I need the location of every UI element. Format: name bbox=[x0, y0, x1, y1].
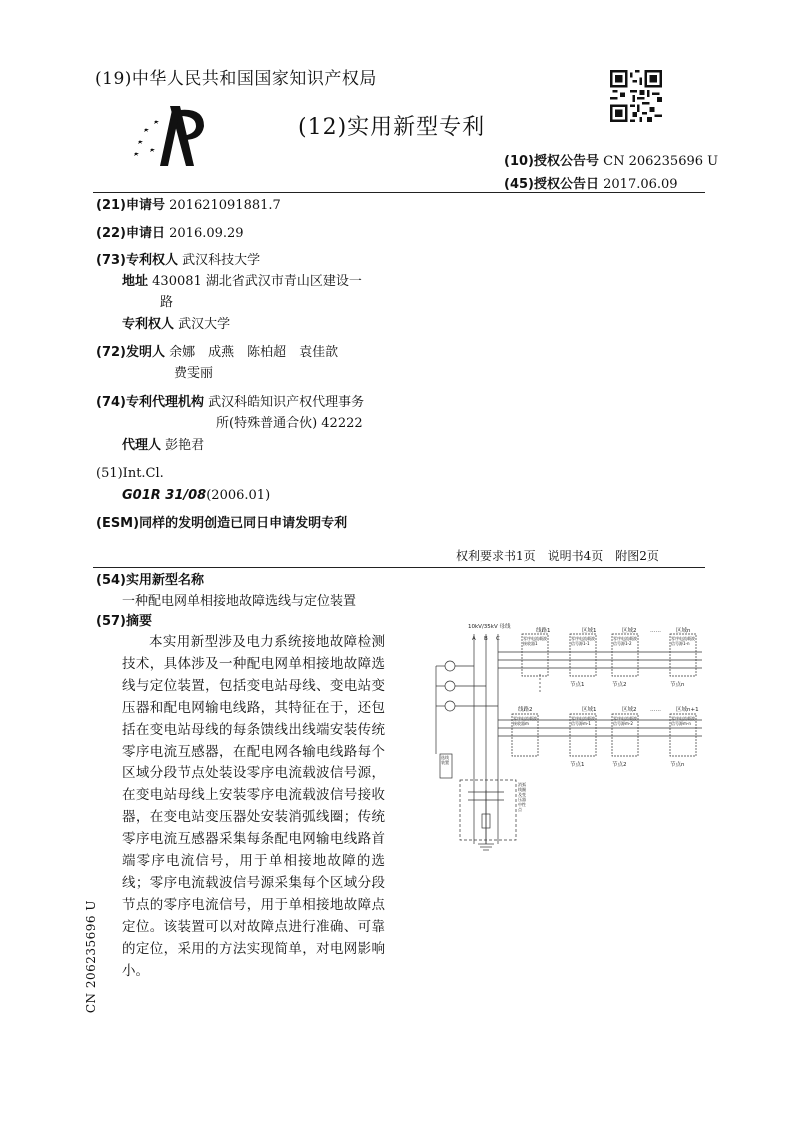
source-m-n: 零序电流载波信号源m-n bbox=[671, 716, 695, 726]
application-date-value: 2016.09.29 bbox=[169, 226, 244, 241]
address-row bbox=[122, 272, 362, 292]
zone-2-top-label: 区域2 bbox=[622, 628, 637, 634]
auth-date-value: 2017.06.09 bbox=[603, 177, 678, 192]
intcl-label: (51)Int.Cl. bbox=[96, 466, 164, 481]
source-m-1: 零序电流载波信号源m-1 bbox=[571, 716, 595, 726]
node-n-bot: 节点n bbox=[670, 762, 685, 768]
intcl-code: G01R 31/08 bbox=[122, 488, 207, 503]
header-divider bbox=[93, 192, 705, 193]
phase-b-label: B bbox=[484, 636, 488, 642]
zone-n-top-label: 区域n bbox=[676, 628, 691, 634]
coil-label: 消弧线圈及变压器中性点 bbox=[518, 782, 526, 812]
agency-row bbox=[96, 393, 364, 413]
patentee-2-label: 专利权人 bbox=[122, 317, 175, 332]
application-number-row bbox=[96, 196, 281, 216]
line-1-label: 线路1 bbox=[536, 628, 551, 634]
zone-n1-bot-label: 区域n+1 bbox=[676, 707, 699, 713]
address-line-2: 路 bbox=[160, 295, 174, 310]
inventor-label: (72)发明人 bbox=[96, 345, 165, 360]
abstract-divider bbox=[93, 567, 705, 568]
source-1-2: 零序电流载波信号源1-2 bbox=[613, 636, 637, 646]
ground-device-label: 选线装置 bbox=[441, 755, 449, 765]
node-2-bot: 节点2 bbox=[612, 762, 627, 768]
source-1-n: 零序电流载波信号源1-n bbox=[671, 636, 695, 646]
auth-date-row bbox=[504, 173, 678, 192]
office-name: (19)中华人民共和国国家知识产权局 bbox=[95, 69, 377, 89]
application-date-label: (22)申请日 bbox=[96, 226, 165, 241]
node-1-bot: 节点1 bbox=[570, 762, 585, 768]
intcl-date: (2006.01) bbox=[206, 488, 271, 503]
application-date-row bbox=[96, 224, 244, 244]
agency-label: (74)专利代理机构 bbox=[96, 395, 204, 410]
pages-info: 权利要求书1页 说明书4页 附图2页 bbox=[456, 549, 659, 563]
agency-line-2: 所(特殊普通合伙) 42222 bbox=[216, 416, 363, 431]
node-1-top: 节点1 bbox=[570, 682, 585, 688]
inventor-line-2: 费雯丽 bbox=[174, 366, 214, 381]
node-2-top: 节点2 bbox=[612, 682, 627, 688]
application-number-label: (21)申请号 bbox=[96, 198, 165, 213]
inventor-line-1: 余娜 成燕 陈柏超 袁佳歆 bbox=[169, 345, 339, 360]
phase-a-label: A bbox=[472, 636, 476, 642]
line-2-label: 线路2 bbox=[518, 707, 533, 713]
auth-date-label: (45)授权公告日 bbox=[504, 177, 599, 192]
diagram-bus-label: 10kV/35kV 母线 bbox=[468, 624, 511, 630]
auth-number-label: (10)授权公告号 bbox=[504, 154, 599, 169]
receiver-top: 零序电流载波接收器1 bbox=[523, 636, 547, 646]
abstract-circuit-diagram bbox=[432, 614, 712, 854]
patentee-1-label: (73)专利权人 bbox=[96, 253, 178, 268]
inventor-row bbox=[96, 343, 338, 363]
source-1-1: 零序电流载波信号源1-1 bbox=[571, 636, 595, 646]
patent-type: (12)实用新型专利 bbox=[298, 115, 486, 140]
cnipa-logo bbox=[132, 100, 212, 172]
address-label: 地址 bbox=[122, 274, 149, 289]
agent-row bbox=[122, 436, 204, 456]
esm-note: (ESM)同样的发明创造已同日申请发明专利 bbox=[96, 516, 348, 531]
qr-code bbox=[610, 70, 662, 122]
zone-1-top-label: 区域1 bbox=[582, 628, 597, 634]
auth-number-value: CN 206235696 U bbox=[603, 154, 719, 169]
abstract-label: (57)摘要 bbox=[96, 614, 152, 629]
receiver-bottom: 零序电流载波接收器m bbox=[513, 716, 537, 726]
address-line-1: 430081 湖北省武汉市青山区建设一 bbox=[152, 274, 362, 289]
intcl-value-row bbox=[122, 486, 270, 506]
agent-label: 代理人 bbox=[122, 438, 162, 453]
patentee-1-row bbox=[96, 251, 260, 271]
source-m-2: 零序电流载波信号源m-2 bbox=[613, 716, 637, 726]
patentee-1-value: 武汉科技大学 bbox=[182, 253, 261, 268]
node-n-top: 节点n bbox=[670, 682, 685, 688]
patentee-2-row bbox=[122, 315, 230, 335]
title-label: (54)实用新型名称 bbox=[96, 573, 204, 588]
zone-1-bot-label: 区域1 bbox=[582, 707, 597, 713]
utility-model-title: 一种配电网单相接地故障选线与定位装置 bbox=[122, 594, 357, 609]
zone-2-bot-label: 区域2 bbox=[622, 707, 637, 713]
patentee-2-value: 武汉大学 bbox=[178, 317, 231, 332]
auth-number-row bbox=[504, 150, 718, 169]
abstract-text: 本实用新型涉及电力系统接地故障检测技术，具体涉及一种配电网单相接地故障选线与定位装置，包括变电站母线、变电站变压器和配电网输电线路，其特征在于，还包括在变电站母线的每条馈线出线端安装传统零序电流互感器，在配电网各输电线路每个区域分段节点处装设零序电流载波信号源，在变电站母线上安装零序电流载波信号接收器，在变电站变压器处安装消弧线圈；传统零序电流互感器采集每条配电网输电线路首端零序电流信号，用于单相接地故障的选线；零序电流载波信号源采集每个区域分段节点的零序电流信号，用于单相接地故障点定位。该装置可以对故障点进行准确、可靠的定位，采用的方法实现简单，对电网影响小。 bbox=[122, 634, 385, 979]
phase-c-label: C bbox=[496, 636, 500, 642]
application-number-value: 201621091881.7 bbox=[169, 198, 281, 213]
agency-line-1: 武汉科皓知识产权代理事务 bbox=[208, 395, 365, 410]
dots-bot: …… bbox=[650, 707, 661, 713]
agent-value: 彭艳君 bbox=[165, 438, 205, 453]
dots-top: …… bbox=[650, 628, 661, 634]
side-publication-code: CN 206235696 U bbox=[84, 900, 98, 1014]
